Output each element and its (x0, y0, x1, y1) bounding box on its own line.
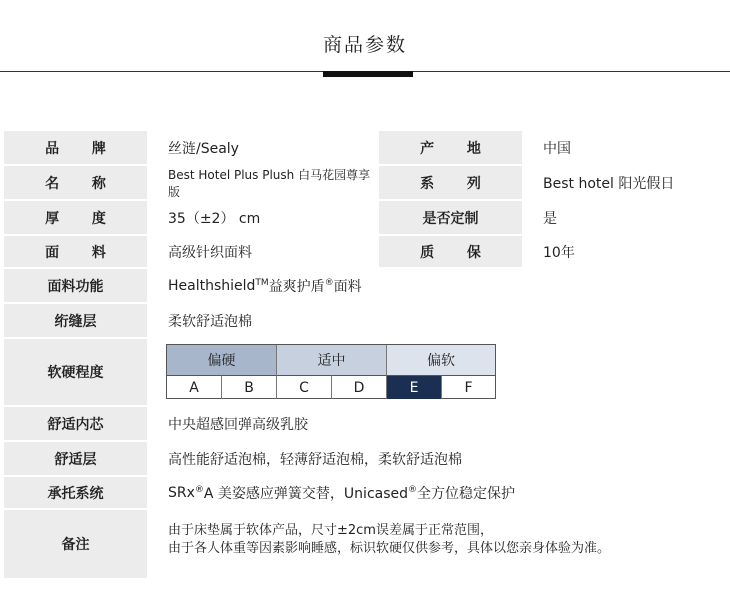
label-thickness: 厚 度 (4, 201, 147, 234)
label-fabric-function: 面料功能 (4, 269, 147, 302)
value-support (150, 477, 730, 508)
header (0, 0, 730, 80)
hardness-level-b: B (222, 375, 277, 399)
support-sup-a: ® (194, 484, 204, 495)
row-fabric-function (0, 269, 730, 302)
row-comfort (0, 442, 730, 475)
fabric-function-text-b: 益爽护盾 (268, 278, 325, 295)
row-name (0, 166, 730, 199)
label-brand: 品 牌 (4, 131, 147, 164)
label-series: 系 列 (379, 166, 522, 199)
value-comfort: 高性能舒适泡棉，轻薄舒适泡棉，柔软舒适泡棉 (150, 442, 730, 475)
row-quilting (0, 304, 730, 337)
label-warranty: 质 保 (379, 236, 522, 267)
value-warranty: 10年 (525, 236, 730, 267)
hardness-group-firm: 偏硬 (167, 345, 277, 375)
label-custom: 是否定制 (379, 201, 522, 234)
hardness-group-medium: 适中 (277, 345, 387, 375)
label-quilting: 绗缝层 (4, 304, 147, 337)
fabric-function-sup-a: TM (255, 277, 269, 288)
page-title: 商品参数 (322, 34, 407, 56)
label-core: 舒适内芯 (4, 407, 147, 440)
label-comfort: 舒适层 (4, 442, 147, 475)
label-fabric: 面 料 (4, 236, 147, 267)
value-thickness: 35（±2） cm (150, 201, 376, 234)
value-series: Best hotel 阳光假日 (525, 166, 730, 199)
support-text-b: A 美姿感应弹簧交替，Unicased (203, 485, 409, 502)
row-hardness (0, 339, 730, 405)
fabric-function-sup-b: ® (324, 277, 334, 288)
support-sup-b: ® (408, 484, 418, 495)
hardness-level-d: D (332, 375, 387, 399)
value-brand: 丝涟/Sealy (150, 131, 376, 164)
value-fabric-function (150, 269, 730, 302)
hardness-level-a: A (167, 375, 222, 399)
title-accent-bar (323, 71, 413, 77)
value-name: Best Hotel Plus Plush 白马花园尊享版 (150, 166, 376, 199)
value-custom: 是 (525, 201, 730, 234)
row-note (0, 510, 730, 578)
support-text-c: 全方位稳定保护 (417, 485, 516, 502)
note-line-1: 由于床垫属于软体产品，尺寸±2cm误差属于正常范围， (168, 523, 493, 538)
label-origin: 产 地 (379, 131, 522, 164)
fabric-function-text-c: 面料 (333, 278, 362, 295)
hardness-level-f: F (442, 375, 495, 399)
hardness-group-soft: 偏软 (387, 345, 495, 375)
support-text-a: SRx (168, 484, 195, 501)
label-support: 承托系统 (4, 477, 147, 508)
note-line-2: 由于各人体重等因素影响睡感，标识软硬仅供参考，具体以您亲身体验为准。 (168, 541, 611, 556)
row-brand (0, 131, 730, 164)
value-core: 中央超感回弹高级乳胶 (150, 407, 730, 440)
hardness-level-e-selected: E (387, 375, 442, 399)
value-origin: 中国 (525, 131, 730, 164)
value-fabric: 高级针织面料 (150, 236, 376, 267)
label-hardness: 软硬程度 (4, 339, 147, 405)
label-name: 名 称 (4, 166, 147, 199)
row-thickness (0, 201, 730, 234)
value-note (150, 510, 730, 578)
hardness-level-c: C (277, 375, 332, 399)
hardness-scale (166, 344, 496, 399)
row-support (0, 477, 730, 508)
row-fabric (0, 236, 730, 267)
fabric-function-text-a: Healthshield (168, 277, 256, 294)
value-quilting: 柔软舒适泡棉 (150, 304, 730, 337)
label-note: 备注 (4, 510, 147, 578)
row-core (0, 407, 730, 440)
